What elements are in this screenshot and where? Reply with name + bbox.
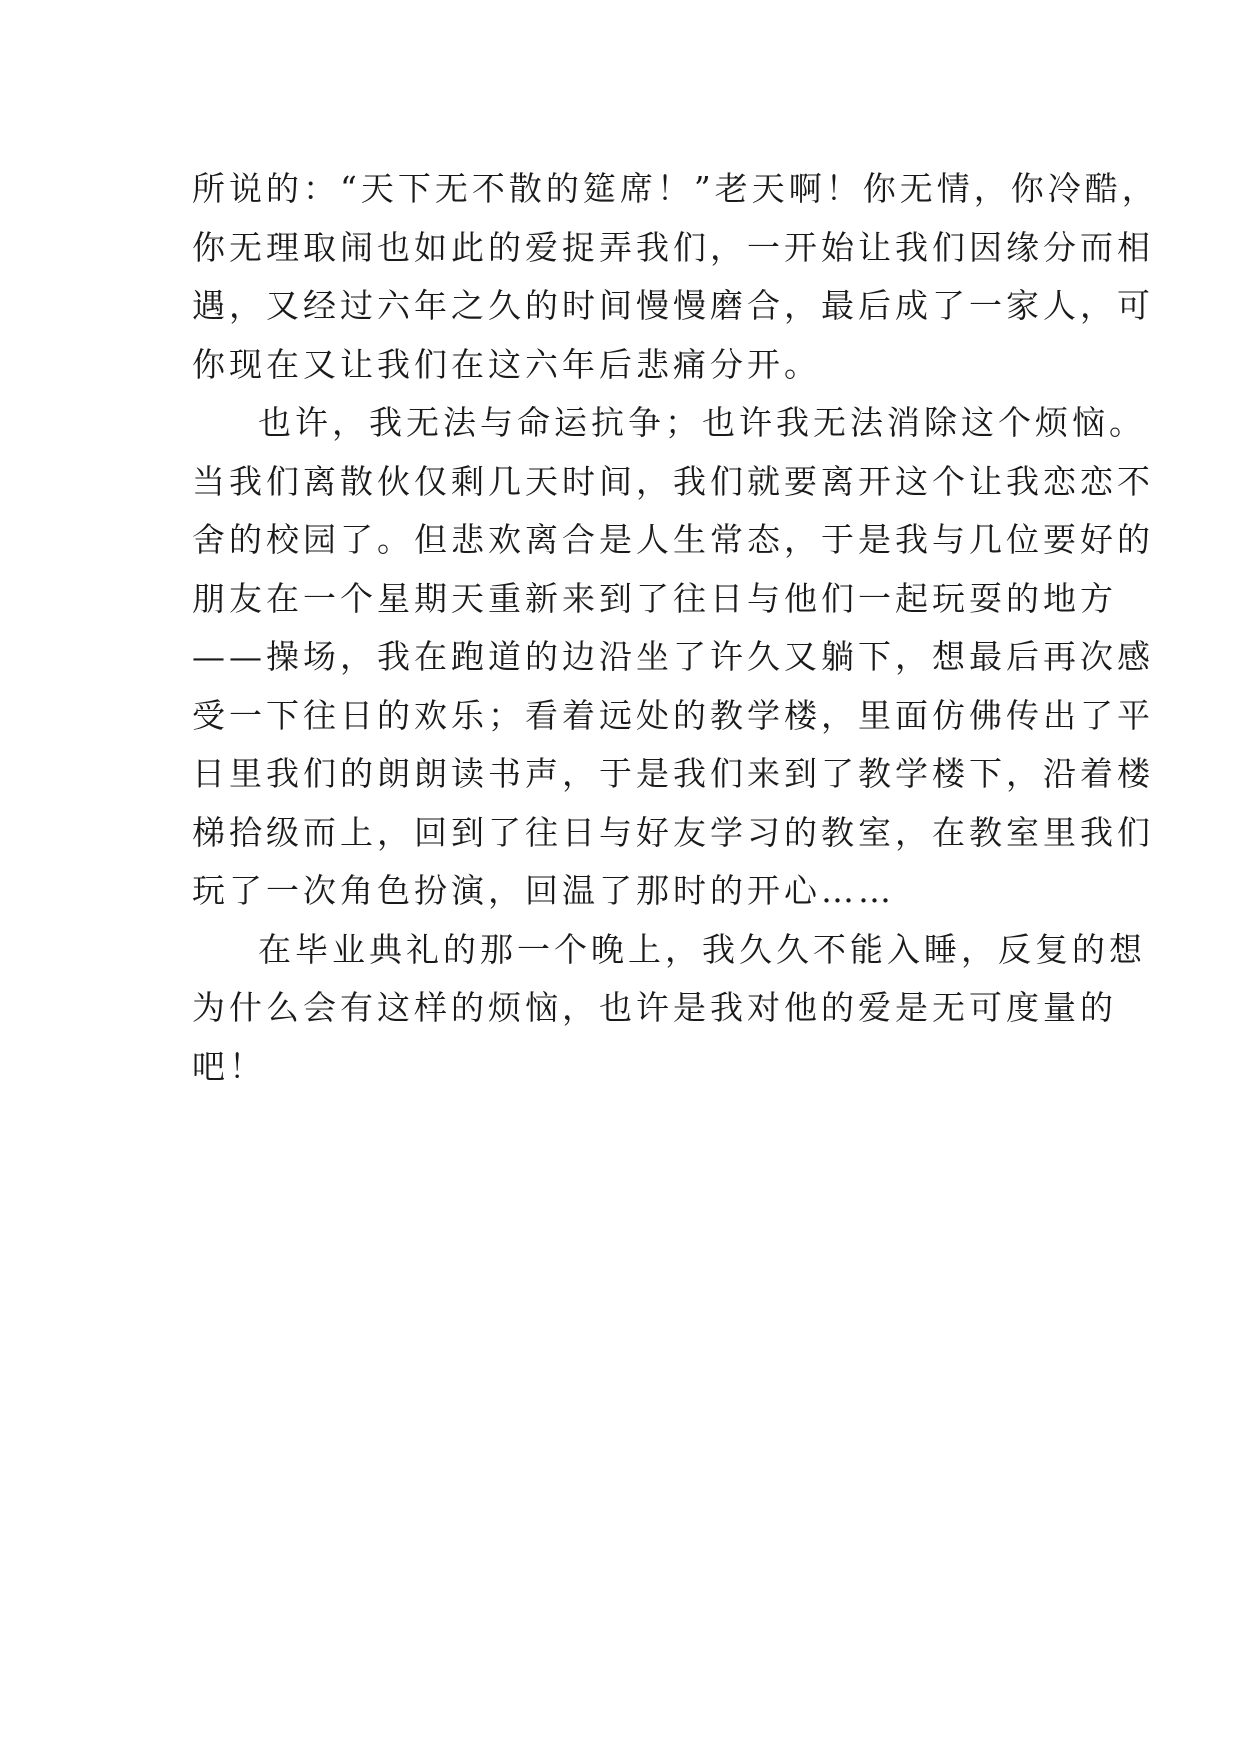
text-line: 也许，我无法与命运抗争；也许我无法消除这个烦恼。 (258, 403, 1146, 442)
paragraph-1 (192, 160, 1159, 394)
text-line: 当我们离散伙仅剩几天时间，我们就要离开这个让我恋恋不 (192, 461, 1154, 501)
text-line: 受一下往日的欢乐；看着远处的教学楼，里面仿佛传出了平 (192, 695, 1154, 735)
text-line: 所说的：“天下无不散的筵席！”老天啊！你无情，你冷酷， (192, 169, 1159, 208)
text-line: 玩了一次角色扮演，回温了那时的开心…… (192, 871, 895, 910)
text-line: 朋友在一个星期天重新来到了往日与他们一起玩耍的地方 (192, 578, 1117, 618)
text-line: 你无理取闹也如此的爱捉弄我们，一开始让我们因缘分而相 (192, 227, 1154, 267)
text-line: 舍的校园了。但悲欢离合是人生常态，于是我与几位要好的 (192, 520, 1154, 559)
text-line: 在毕业典礼的那一个晚上，我久久不能入睡，反复的想 (258, 929, 1146, 969)
text-line: 你现在又让我们在这六年后悲痛分开。 (192, 344, 821, 384)
text-line: 梯拾级而上，回到了往日与好友学习的教室，在教室里我们 (192, 812, 1154, 852)
text-line: 遇，又经过六年之久的时间慢慢磨合，最后成了一家人，可 (192, 286, 1154, 325)
paragraph-2 (192, 394, 1154, 921)
text-line: 为什么会有这样的烦恼，也许是我对他的爱是无可度量的 (192, 988, 1117, 1027)
body-text (192, 160, 1159, 1096)
text-line: ——操场，我在跑道的边沿坐了许久又躺下，想最后再次感 (192, 637, 1154, 676)
text-line: 日里我们的朗朗读书声，于是我们来到了教学楼下，沿着楼 (192, 754, 1154, 793)
paragraph-3 (192, 921, 1146, 1097)
text-line: 吧！ (192, 1046, 266, 1086)
